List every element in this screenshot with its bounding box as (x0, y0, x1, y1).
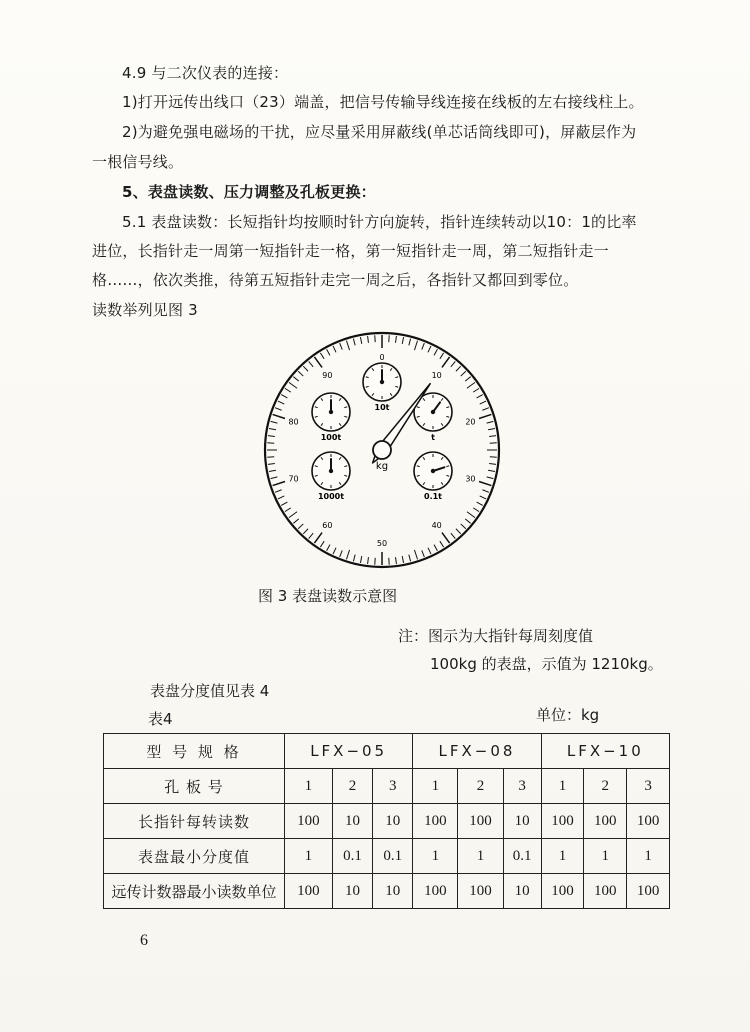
dial-tick (402, 556, 403, 563)
dial-tick (428, 346, 431, 352)
page-number: 6 (140, 932, 148, 949)
dial-tick (489, 436, 496, 437)
table-cell: 1 (458, 839, 503, 874)
dial-tick-label: 10 (431, 370, 442, 380)
dial-tick (488, 428, 495, 429)
dial-tick-label: 70 (288, 474, 299, 484)
dial-tick (278, 496, 284, 499)
dial-tick (422, 550, 425, 557)
table-id: 表4 (148, 710, 173, 728)
dial-tick (281, 502, 287, 505)
small-dial (312, 393, 350, 442)
dial-tick (271, 421, 278, 423)
dial-tick (298, 371, 303, 376)
table-cell: 0.1 (373, 839, 413, 874)
paragraph-5-1-line4: 读数举列见图 3 (92, 301, 198, 319)
table-cell: 1 (285, 769, 333, 804)
dial-tick (479, 414, 491, 418)
dial-tick (289, 382, 297, 388)
table-cell: 100 (627, 804, 670, 839)
figure-note-line2: 100kg 的表盘，示值为 1210kg。 (430, 655, 663, 673)
dial-tick (442, 357, 450, 368)
figure-caption: 图 3 表盘读数示意图 (258, 587, 398, 605)
table-cell: 100 (627, 874, 670, 909)
small-dial (363, 363, 401, 412)
dial-tick (402, 337, 403, 344)
table-cell: 100 (285, 804, 333, 839)
dial-tick (409, 555, 411, 562)
table-cell: 10 (332, 804, 372, 839)
paragraph-4-9-1: 1)打开远传出线口（23）端盖，把信号传输导线连接在线板的左右接线柱上。 (122, 93, 644, 111)
table-cell: 10 (373, 874, 413, 909)
paragraph-4-9-2: 2)为避免强电磁场的干扰，应尽量采用屏蔽线(单芯话筒线即可)，屏蔽层作为 (122, 123, 637, 141)
dial-tick (289, 512, 297, 518)
row-label: 长指针每转读数 (104, 804, 285, 839)
table-cell: 3 (627, 769, 670, 804)
dial-tick (303, 366, 308, 371)
dial-tick (479, 482, 491, 486)
table-row (104, 874, 670, 909)
dial-tick (442, 533, 450, 544)
dial-tick (327, 545, 330, 551)
table-cell: 100 (285, 874, 333, 909)
dial-tick (320, 353, 324, 359)
dial-unit-label: kg (375, 461, 389, 472)
dial-tick-label: 30 (465, 474, 476, 484)
table-cell: 100 (458, 874, 503, 909)
dial-tick (293, 519, 298, 523)
dial-tick (268, 464, 275, 465)
dial-figure (262, 330, 502, 570)
table-cell: 0.1 (503, 839, 541, 874)
small-dials (312, 363, 452, 501)
table-intro: 表盘分度值见表 4 (150, 682, 270, 700)
dial-tick (422, 343, 425, 350)
dial-tick-label: 0 (379, 353, 385, 362)
small-dial-label: 10t (374, 403, 390, 412)
dial-tick (360, 337, 361, 344)
table-cell: 10 (332, 874, 372, 909)
dial-tick (293, 377, 298, 381)
dial-tick (327, 349, 330, 355)
table-cell: 2 (584, 769, 627, 804)
small-dial (414, 452, 452, 501)
small-dial-label: 0.1t (424, 492, 442, 501)
dial-tick (340, 550, 343, 557)
dial-tick (340, 343, 343, 350)
table-cell: 100 (413, 874, 458, 909)
dial-tick (309, 361, 313, 366)
dial-tick (396, 557, 397, 564)
dial-tick (396, 336, 397, 343)
dial-tick (346, 550, 349, 560)
dial-tick (281, 395, 287, 398)
table-cell: 10 (503, 804, 541, 839)
table-cell: 2 (458, 769, 503, 804)
dial-tick (440, 541, 444, 547)
dial-tick (467, 382, 475, 388)
dial-tick (333, 346, 336, 352)
dial-tick (465, 519, 470, 523)
dial-tick (346, 341, 349, 351)
dial-tick (467, 512, 475, 518)
dial-tick (269, 428, 276, 429)
section-4-9-heading: 4.9 与二次仪表的连接： (122, 64, 289, 82)
row-label: 远传计数器最小读数单位 (104, 874, 285, 909)
figure-note-line1: 注：图示为大指针每周刻度值 (398, 627, 594, 645)
table-cell: 1 (413, 769, 458, 804)
table-cell: 10 (373, 804, 413, 839)
dial-tick (278, 401, 284, 404)
dial-tick (409, 339, 411, 346)
model-col-lfx05: LFX−05 (285, 734, 413, 769)
table-cell: 100 (541, 874, 584, 909)
table-cell: 3 (373, 769, 413, 804)
table-cell: 1 (584, 839, 627, 874)
model-header: 型 号 规 格 (104, 734, 285, 769)
dial-tick-label: 90 (322, 370, 333, 380)
dial-tick-label: 60 (322, 521, 333, 531)
dial-tick (303, 529, 308, 534)
dial-tick (268, 436, 275, 437)
small-dial-hub (431, 469, 435, 473)
dial-tick (271, 477, 278, 479)
table-cell: 1 (413, 839, 458, 874)
dial-tick (414, 341, 417, 351)
dial-tick (414, 550, 417, 560)
dial-tick (333, 548, 336, 554)
dial-tick (473, 508, 479, 512)
dial-tick (482, 408, 489, 411)
table-row (104, 804, 670, 839)
dial-tick (368, 557, 369, 564)
dial-tick (482, 490, 489, 493)
table-cell: 1 (285, 839, 333, 874)
table-cell: 10 (503, 874, 541, 909)
dial-tick (309, 533, 313, 538)
dial-tick (285, 508, 291, 512)
table-cell: 100 (584, 874, 627, 909)
dial-tick (451, 533, 455, 538)
dial-tick (434, 545, 437, 551)
table-cell: 100 (541, 804, 584, 839)
dial-tick (477, 395, 483, 398)
dial-tick (480, 401, 486, 404)
dial-tick (298, 524, 303, 529)
dial-tick (461, 371, 466, 376)
dial-tick (465, 377, 470, 381)
dial-tick (353, 555, 355, 562)
dial-tick (275, 490, 282, 493)
table-unit: 单位：kg (536, 706, 600, 724)
dial-tick (353, 339, 355, 346)
dial-tick (273, 414, 285, 418)
main-pointer-hub (373, 441, 391, 459)
dial-tick (489, 464, 496, 465)
dial-tick (275, 408, 282, 411)
table-cell: 1 (627, 839, 670, 874)
table-cell: 1 (541, 769, 584, 804)
paragraph-5-1-line3: 格……，依次类推，待第五短指针走完一周之后，各指针又都回到零位。 (92, 271, 579, 289)
dial-tick (269, 470, 276, 471)
dial-tick-label: 50 (376, 539, 388, 548)
dial-tick (320, 541, 324, 547)
dial-tick-label: 80 (288, 417, 299, 427)
table-row (104, 839, 670, 874)
row-label: 孔 板 号 (104, 769, 285, 804)
dial-tick (456, 529, 461, 534)
dial-tick (434, 349, 437, 355)
dial-tick (314, 533, 322, 544)
spec-table (103, 733, 670, 909)
dial-tick (487, 477, 494, 479)
dial-tick (451, 361, 455, 366)
dial-tick (456, 366, 461, 371)
dial-tick (480, 496, 486, 499)
small-dial-hub (431, 410, 435, 414)
dial-tick (368, 336, 369, 343)
section-5-heading: 5、表盘读数、压力调整及孔板更换： (122, 183, 376, 201)
dial-tick (488, 470, 495, 471)
small-dial-label: 1000t (317, 492, 345, 501)
table-cell: 100 (584, 804, 627, 839)
table-row (104, 769, 670, 804)
dial-tick (428, 548, 431, 554)
dial-tick (360, 556, 361, 563)
table-cell: 3 (503, 769, 541, 804)
table-cell: 100 (413, 804, 458, 839)
table-cell: 1 (541, 839, 584, 874)
table-cell: 0.1 (332, 839, 372, 874)
row-label: 表盘最小分度值 (104, 839, 285, 874)
dial-tick-label: 20 (465, 417, 476, 427)
dial-tick (314, 357, 322, 368)
dial-tick (273, 482, 285, 486)
dial-tick (477, 502, 483, 505)
small-dial (312, 452, 350, 501)
paragraph-5-1-line1: 5.1 表盘读数：长短指针均按顺时针方向旋转，指针连续转动以10：1的比率 (122, 213, 637, 231)
paragraph-4-9-2-cont: 一根信号线。 (92, 153, 184, 171)
table-header-row (104, 734, 670, 769)
small-dial-hub (380, 380, 384, 384)
model-col-lfx08: LFX−08 (413, 734, 541, 769)
table-cell: 2 (332, 769, 372, 804)
dial-tick (487, 421, 494, 423)
small-dial-hub (329, 469, 333, 473)
dial-tick (285, 388, 291, 392)
dial-tick (440, 353, 444, 359)
dial-tick (473, 388, 479, 392)
small-dial-hub (329, 410, 333, 414)
dial-tick-label: 40 (431, 521, 442, 531)
table-cell: 100 (458, 804, 503, 839)
dial-tick (461, 524, 466, 529)
small-dial-label: 100t (320, 433, 342, 442)
model-col-lfx10: LFX−10 (541, 734, 669, 769)
small-dial-label: t (431, 433, 435, 442)
paragraph-5-1-line2: 进位，长指针走一周第一短指针走一格，第一短指针走一周，第二短指针走一 (92, 242, 609, 260)
